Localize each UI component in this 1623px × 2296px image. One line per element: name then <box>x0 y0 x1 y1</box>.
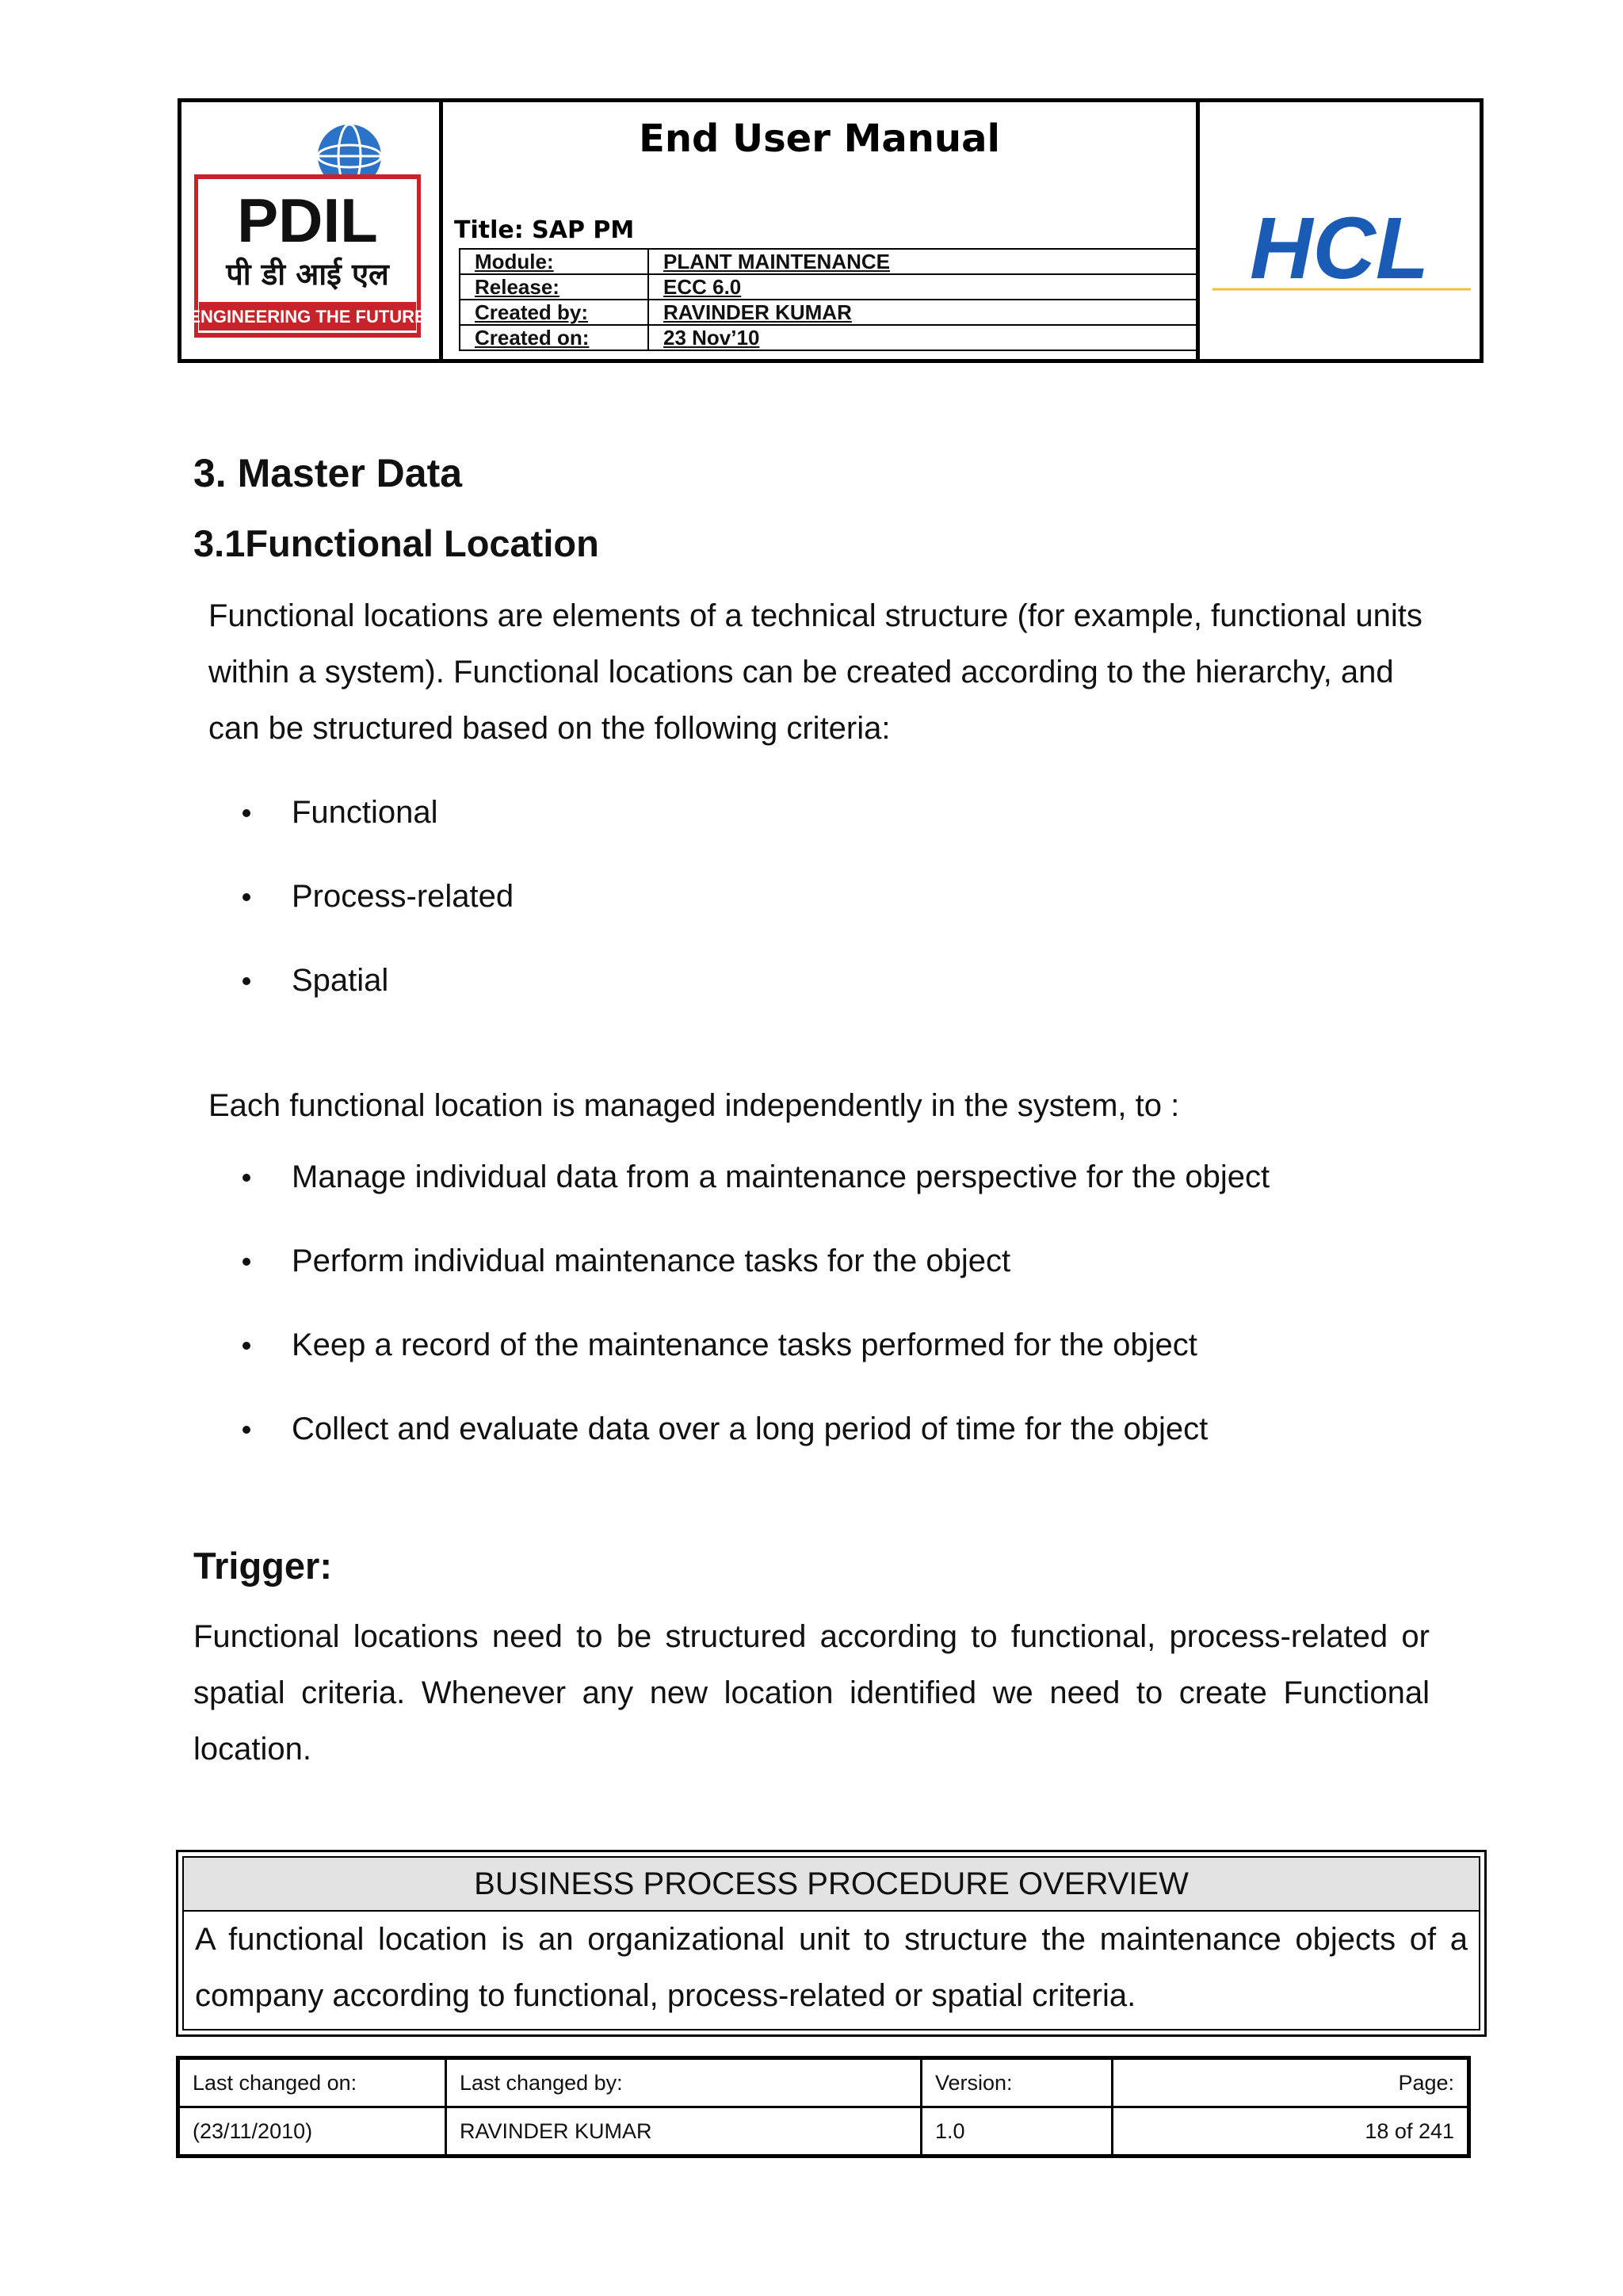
intro-paragraph: Functional locations are elements of a technical structure (for example, functional units within a system). Functional locations can be created according to the hierarchy, and can be structured based on the following criteria: <box>208 598 1423 746</box>
criteria-item: Functional <box>292 795 438 830</box>
pdil-logo-cell <box>181 102 443 359</box>
pdil-logo-text: PDIL <box>237 185 378 255</box>
meta-key: Created on: <box>460 325 648 350</box>
footer-label: Version: <box>922 2058 1113 2107</box>
process-overview-text: A functional location is an organizational unit to structure the maintenance objects of a company according to functional, process-related or spatial criteria. <box>195 1922 1468 2013</box>
footer-label-row <box>178 2058 1469 2107</box>
bullet-icon <box>242 893 250 901</box>
meta-value: ECC 6.0 <box>648 274 1199 300</box>
bullet-icon <box>242 977 250 985</box>
footer-value-row <box>178 2107 1469 2157</box>
document-subtitle: Title: SAP PM <box>454 216 635 244</box>
meta-key: Created by: <box>460 300 648 325</box>
process-overview-heading: BUSINESS PROCESS PROCEDURE OVERVIEW <box>184 1858 1479 1912</box>
document-title: End User Manual <box>639 117 1000 161</box>
meta-key: Release: <box>460 274 648 300</box>
meta-key: Module: <box>460 249 648 274</box>
version-value: 1.0 <box>922 2107 1113 2157</box>
purpose-item: Perform individual maintenance tasks for the object <box>292 1244 1011 1278</box>
footer-label: Page: <box>1113 2058 1469 2107</box>
header-title-cell <box>443 102 1200 359</box>
hcl-logo-cell <box>1200 102 1480 359</box>
footer-label: Last changed on: <box>178 2058 446 2107</box>
process-overview-inner <box>182 1856 1480 2030</box>
hcl-logo-text: HCL <box>1249 213 1430 292</box>
bullet-icon <box>242 1174 250 1182</box>
last-changed-on-value: (23/11/2010) <box>178 2107 446 2157</box>
bullet-icon <box>242 1258 250 1266</box>
pdil-logo-tagline: ENGINEERING THE FUTURE <box>194 307 421 327</box>
pdil-logo <box>194 115 421 342</box>
criteria-item: Process-related <box>292 879 514 914</box>
footer-label: Last changed by: <box>446 2058 922 2107</box>
meta-value: PLANT MAINTENANCE <box>648 249 1199 274</box>
managed-paragraph: Each functional location is managed independently in the system, to : <box>208 1088 1180 1123</box>
document-header <box>178 98 1484 363</box>
purpose-item: Keep a record of the maintenance tasks performed for the object <box>292 1328 1197 1362</box>
trigger-heading: Trigger: <box>193 1545 332 1587</box>
document-footer-table <box>176 2056 1471 2158</box>
bullet-icon <box>242 1426 250 1434</box>
page-number-value: 18 of 241 <box>1113 2107 1469 2157</box>
bullet-icon <box>242 809 250 817</box>
criteria-item: Spatial <box>292 963 389 998</box>
subsection-heading: 3.1Functional Location <box>193 522 599 564</box>
purpose-item: Manage individual data from a maintenance perspective for the object <box>292 1159 1270 1194</box>
meta-row <box>460 249 1199 274</box>
bullet-icon <box>242 1342 250 1350</box>
meta-row <box>460 325 1199 350</box>
meta-row <box>460 300 1199 325</box>
meta-value: 23 Nov’10 <box>648 325 1199 350</box>
hcl-logo <box>1212 213 1471 292</box>
meta-value: RAVINDER KUMAR <box>648 300 1199 325</box>
section-heading: 3. Master Data <box>193 451 463 495</box>
purpose-item: Collect and evaluate data over a long period of time for the object <box>292 1412 1209 1446</box>
process-overview-box <box>176 1850 1487 2037</box>
last-changed-by-value: RAVINDER KUMAR <box>446 2107 922 2157</box>
meta-row <box>460 274 1199 300</box>
document-meta-table <box>459 248 1200 351</box>
trigger-text: Functional locations need to be structured according to functional, process-related or spatial criteria. Whenever any new location identified we need to create Functional location. <box>193 1619 1430 1767</box>
pdil-logo-hindi: पी डी आई एल <box>226 257 389 292</box>
